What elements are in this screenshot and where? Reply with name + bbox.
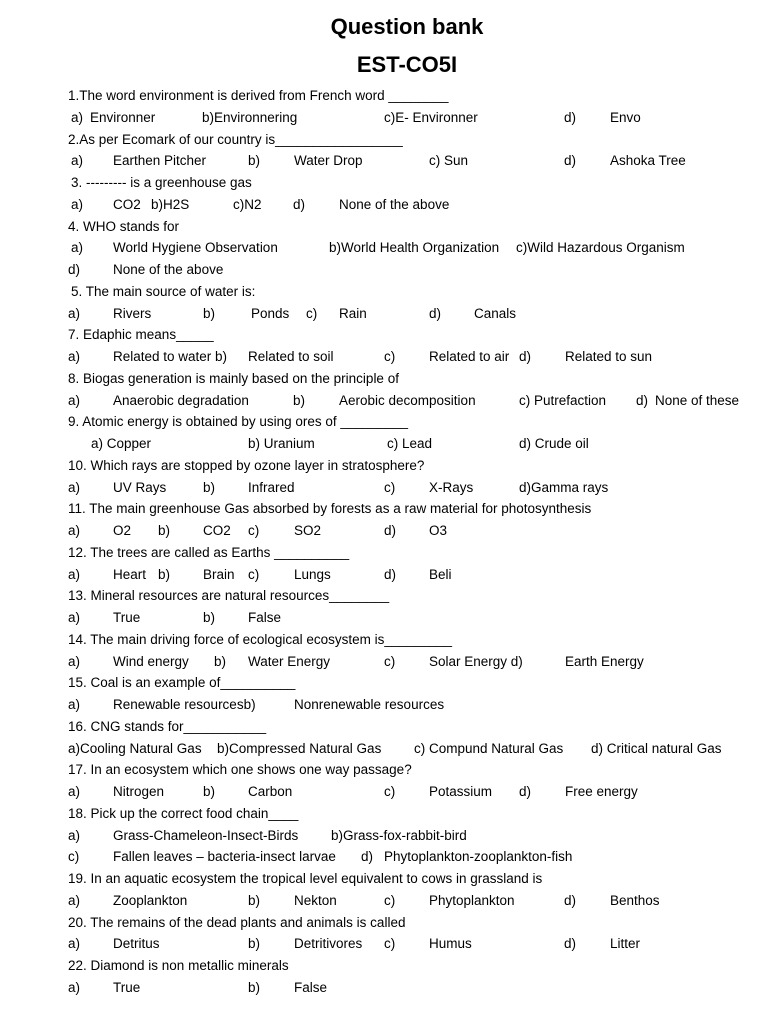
option-text: Benthos: [610, 892, 660, 908]
option-text: Phytoplankton-zooplankton-fish: [384, 849, 573, 865]
option-text: None of the above: [113, 262, 224, 277]
option-text: c): [384, 892, 396, 908]
option-text: True: [113, 610, 141, 625]
question-text: 7. Edaphic means_____: [68, 327, 214, 343]
option-text: d): [564, 892, 577, 908]
option-text: Water Energy: [248, 653, 331, 669]
option-text: b): [214, 653, 227, 669]
option-text: Free energy: [565, 784, 638, 799]
option-text: a): [68, 305, 81, 321]
option-line: [0, 390, 768, 411]
option-text: False: [248, 610, 282, 625]
option-text: a): [71, 240, 84, 256]
option-text: Anaerobic degradation: [113, 392, 249, 408]
option-text: a): [68, 523, 81, 538]
option-text: a)Cooling Natural Gas: [68, 740, 202, 756]
option-text: Rivers: [113, 305, 152, 321]
question-line: [0, 498, 768, 519]
question-text: 18. Pick up the correct food chain____: [68, 805, 299, 821]
option-text: Aerobic decomposition: [339, 392, 476, 408]
question-text: 17. In an ecosystem which one shows one way passage?: [68, 762, 412, 778]
option-text: d): [564, 109, 577, 125]
option-text: Heart: [113, 566, 147, 582]
question-line: [0, 411, 768, 432]
option-text: a): [68, 827, 81, 843]
option-text: c): [384, 653, 396, 669]
option-text: Infrared: [248, 479, 295, 495]
option-line: [0, 346, 768, 367]
option-text: a): [68, 566, 81, 582]
option-text: Earth Energy: [565, 653, 644, 669]
question-text: 10. Which rays are stopped by ozone layer in stratosphere?: [68, 457, 425, 473]
option-text: Ashoka Tree: [610, 153, 686, 169]
option-text: Litter: [610, 936, 641, 952]
option-text: Related to water b): [113, 349, 228, 364]
question-text: 9. Atomic energy is obtained by using ores of _________: [68, 414, 408, 430]
option-text: c): [68, 849, 80, 865]
option-text: b): [203, 784, 216, 799]
option-text: a): [68, 479, 81, 495]
option-text: Environner: [90, 109, 156, 125]
option-line: [0, 846, 768, 867]
option-line: [0, 303, 768, 324]
option-text: b)World Health Organization: [329, 240, 500, 256]
option-text: d): [519, 784, 532, 799]
question-text: 2.As per Ecomark of our country is_________________: [68, 131, 403, 147]
option-text: c): [384, 784, 396, 799]
question-line: [0, 216, 768, 237]
option-text: Water Drop: [294, 153, 363, 169]
option-text: d): [68, 262, 81, 277]
option-text: Ponds: [251, 305, 290, 321]
option-text: a): [68, 784, 81, 799]
option-text: a): [71, 153, 84, 169]
option-text: Nekton: [294, 892, 337, 908]
option-text: c) Compund Natural Gas: [414, 740, 564, 756]
option-text: b)H2S: [151, 196, 190, 212]
option-text: a): [71, 109, 84, 125]
question-line: [0, 585, 768, 606]
option-text: d)Gamma rays: [519, 479, 609, 495]
option-text: Envo: [610, 109, 641, 125]
option-text: Rain: [339, 305, 367, 321]
option-text: Detritivores: [294, 936, 363, 952]
question-text: 22. Diamond is non metallic minerals: [68, 958, 289, 973]
question-text: 19. In an aquatic ecosystem the tropical level equivalent to cows in grassland is: [68, 871, 543, 886]
option-text: c): [248, 523, 260, 538]
option-text: b): [158, 566, 171, 582]
option-line: [0, 825, 768, 846]
option-line: [0, 781, 768, 802]
option-text: d): [519, 349, 532, 364]
option-text: d): [384, 523, 397, 538]
option-text: a): [68, 392, 81, 408]
option-text: a): [68, 653, 81, 669]
option-text: c): [306, 305, 318, 321]
question-text: 11. The main greenhouse Gas absorbed by forests as a raw material for photosynthesis: [68, 501, 592, 517]
option-line: [0, 607, 768, 628]
question-text: 16. CNG stands for___________: [68, 718, 267, 734]
option-text: a): [71, 196, 84, 212]
option-text: a): [68, 892, 81, 908]
option-text: a): [68, 979, 81, 995]
option-text: a) Copper: [91, 436, 152, 451]
question-text: 1.The word environment is derived from French word ________: [68, 88, 449, 103]
option-text: b)Grass-fox-rabbit-bird: [331, 827, 467, 843]
option-text: b): [248, 892, 261, 908]
question-line: [0, 542, 768, 563]
option-text: a): [68, 349, 81, 364]
option-text: None of the above: [339, 196, 450, 212]
option-text: Beli: [429, 566, 452, 582]
option-text: Humus: [429, 936, 472, 952]
option-text: Grass-Chameleon-Insect-Birds: [113, 827, 299, 843]
question-text: 15. Coal is an example of__________: [68, 675, 296, 691]
option-text: Brain: [203, 566, 235, 582]
option-text: d) Crude oil: [519, 436, 589, 451]
option-text: d): [564, 153, 577, 169]
question-line: [0, 129, 768, 150]
option-text: CO2: [113, 196, 141, 212]
question-line: [0, 868, 768, 889]
option-text: b): [203, 305, 216, 321]
option-line: [0, 651, 768, 672]
question-line: [0, 324, 768, 345]
option-text: Renewable resourcesb): [113, 697, 256, 712]
option-text: d): [564, 936, 577, 952]
question-line: [0, 955, 768, 976]
option-text: Potassium: [429, 784, 493, 799]
option-text: c)Wild Hazardous Organism: [516, 240, 685, 256]
option-line: [0, 107, 768, 128]
option-text: b): [293, 392, 306, 408]
option-line: [0, 259, 768, 280]
question-line: [0, 281, 768, 302]
option-text: b): [248, 936, 261, 952]
option-text: Related to sun: [565, 349, 653, 364]
option-text: Earthen Pitcher: [113, 153, 207, 169]
option-text: Phytoplankton: [429, 892, 515, 908]
question-text: 4. WHO stands for: [68, 218, 180, 234]
question-line: [0, 368, 768, 389]
option-text: Related to air: [429, 349, 510, 364]
option-line: [0, 477, 768, 498]
question-text: 3. --------- is a greenhouse gas: [71, 175, 252, 190]
question-line: [0, 912, 768, 933]
option-text: UV Rays: [113, 479, 167, 495]
page-subtitle: EST-CO5I: [356, 52, 458, 77]
option-text: b): [203, 479, 216, 495]
page-title: Question bank: [330, 14, 484, 39]
option-text: b): [158, 523, 171, 538]
option-text: d) Critical natural Gas: [591, 740, 722, 756]
option-line: [0, 890, 768, 911]
option-text: Fallen leaves – bacteria-insect larvae: [113, 849, 336, 865]
question-text: 12. The trees are called as Earths __________: [68, 544, 350, 560]
question-line: [0, 455, 768, 476]
option-line: [0, 977, 768, 998]
option-line: [0, 520, 768, 541]
question-text: 5. The main source of water is:: [71, 283, 256, 299]
option-text: d): [636, 392, 649, 408]
option-text: O2: [113, 523, 132, 538]
option-text: c)E- Environner: [384, 109, 478, 125]
question-line: [0, 803, 768, 824]
option-text: b): [203, 610, 216, 625]
option-text: O3: [429, 523, 448, 538]
option-text: a): [68, 697, 81, 712]
question-line: [0, 672, 768, 693]
question-text: 13. Mineral resources are natural resources________: [68, 588, 390, 604]
option-text: c): [384, 349, 396, 364]
question-line: [0, 759, 768, 780]
option-text: d): [384, 566, 397, 582]
option-text: b): [248, 153, 261, 169]
option-text: Carbon: [248, 784, 293, 799]
question-line: [0, 629, 768, 650]
option-text: c)N2: [233, 196, 262, 212]
option-text: a): [68, 936, 81, 952]
option-text: CO2: [203, 523, 231, 538]
option-text: b)Environnering: [202, 109, 298, 125]
option-text: c) Lead: [387, 436, 433, 451]
question-line: [0, 85, 768, 106]
option-text: d): [429, 305, 442, 321]
option-line: [0, 433, 768, 454]
option-text: Canals: [474, 305, 517, 321]
question-text: 20. The remains of the dead plants and animals is called: [68, 914, 406, 930]
option-text: Nitrogen: [113, 784, 165, 799]
option-line: [0, 933, 768, 954]
option-text: b): [248, 979, 261, 995]
option-text: c): [384, 936, 396, 952]
option-text: c): [384, 479, 396, 495]
option-text: None of these: [655, 392, 740, 408]
option-text: Zooplankton: [113, 892, 188, 908]
option-text: c) Putrefaction: [519, 392, 607, 408]
option-text: d): [361, 849, 374, 865]
option-text: b)Compressed Natural Gas: [217, 740, 382, 756]
option-text: Wind energy: [113, 653, 189, 669]
option-text: Related to soil: [248, 349, 334, 364]
option-line: [0, 194, 768, 215]
question-line: [0, 172, 768, 193]
option-text: X-Rays: [429, 479, 474, 495]
option-line: [0, 237, 768, 258]
option-text: SO2: [294, 523, 322, 538]
option-text: Lungs: [294, 566, 331, 582]
option-text: False: [294, 979, 328, 995]
option-text: Nonrenewable resources: [294, 697, 445, 712]
option-text: a): [68, 610, 81, 625]
option-text: c) Sun: [429, 153, 469, 169]
question-line: [0, 716, 768, 737]
option-line: [0, 738, 768, 759]
option-text: Solar Energy d): [429, 653, 523, 669]
option-text: True: [113, 979, 141, 995]
option-text: d): [293, 196, 306, 212]
question-text: 8. Biogas generation is mainly based on the principle of: [68, 370, 399, 386]
option-text: World Hygiene Observation: [113, 240, 278, 256]
option-text: b) Uranium: [248, 436, 315, 451]
question-text: 14. The main driving force of ecological ecosystem is_________: [68, 631, 452, 647]
option-line: [0, 564, 768, 585]
option-text: Detritus: [113, 936, 160, 952]
option-line: [0, 694, 768, 715]
option-line: [0, 150, 768, 171]
option-text: c): [248, 566, 260, 582]
